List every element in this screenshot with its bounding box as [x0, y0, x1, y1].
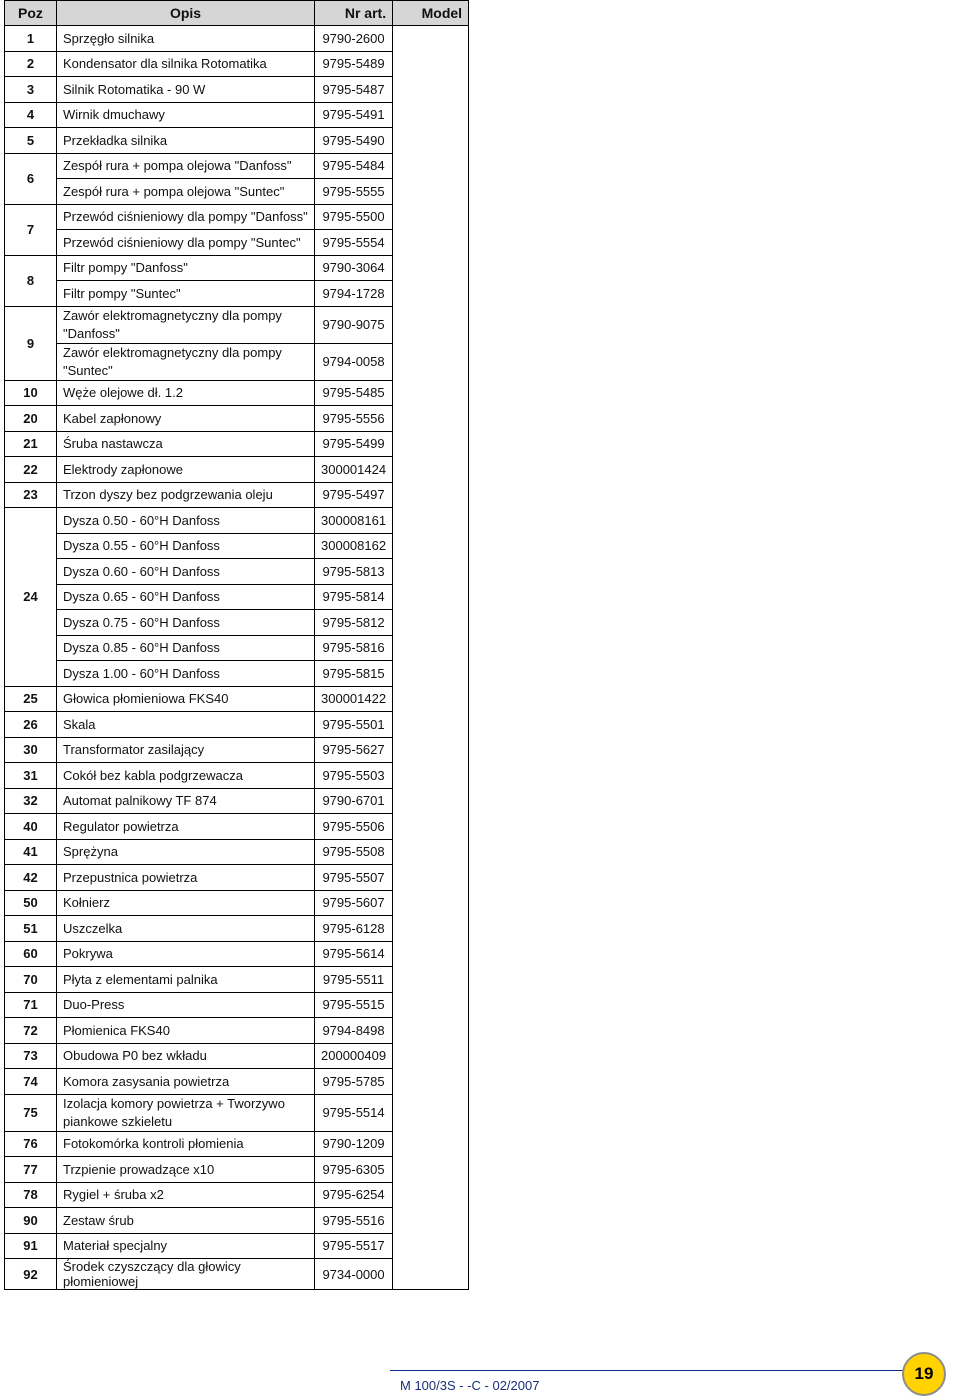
cell-opis: Izolacja komory powietrza + Tworzywo piankowe szkieletu: [57, 1094, 315, 1131]
cell-nr-art: 9794-8498: [315, 1018, 393, 1044]
cell-nr-art: 9795-5499: [315, 431, 393, 457]
cell-opis: Dysza 0.85 - 60°H Danfoss: [57, 635, 315, 661]
header-opis: Opis: [57, 1, 315, 26]
cell-opis: Skala: [57, 712, 315, 738]
cell-nr-art: 9790-6701: [315, 788, 393, 814]
cell-nr-art: 9795-5814: [315, 584, 393, 610]
cell-opis: Kondensator dla silnika Rotomatika: [57, 51, 315, 77]
cell-nr-art: 9795-6128: [315, 916, 393, 942]
cell-nr-art: 300008161: [315, 508, 393, 534]
cell-nr-art: 9794-0058: [315, 343, 393, 380]
cell-poz: 1: [5, 26, 57, 52]
cell-nr-art: 9795-5614: [315, 941, 393, 967]
cell-nr-art: 200000409: [315, 1043, 393, 1069]
cell-nr-art: 9795-5607: [315, 890, 393, 916]
cell-opis: Uszczelka: [57, 916, 315, 942]
cell-opis: Płomienica FKS40: [57, 1018, 315, 1044]
cell-poz: 23: [5, 482, 57, 508]
cell-poz: 41: [5, 839, 57, 865]
cell-nr-art: 9795-5554: [315, 230, 393, 256]
cell-opis: Przewód ciśnieniowy dla pompy "Suntec": [57, 230, 315, 256]
parts-table: [4, 0, 469, 1290]
cell-poz: 26: [5, 712, 57, 738]
cell-poz: 74: [5, 1069, 57, 1095]
cell-opis: Dysza 0.65 - 60°H Danfoss: [57, 584, 315, 610]
cell-nr-art: 9795-5487: [315, 77, 393, 103]
cell-nr-art: 9795-5506: [315, 814, 393, 840]
cell-nr-art: 9795-5489: [315, 51, 393, 77]
cell-poz: 78: [5, 1182, 57, 1208]
cell-opis: Wirnik dmuchawy: [57, 102, 315, 128]
cell-poz: 22: [5, 457, 57, 483]
header-model: Model: [393, 1, 469, 26]
cell-nr-art: 9795-5500: [315, 204, 393, 230]
cell-poz: 7: [5, 204, 57, 255]
cell-poz: 77: [5, 1157, 57, 1183]
cell-nr-art: 9734-0000: [315, 1259, 393, 1290]
cell-opis: Sprężyna: [57, 839, 315, 865]
cell-poz: 92: [5, 1259, 57, 1290]
document-reference: M 100/3S - -C - 02/2007: [400, 1378, 540, 1393]
cell-opis: Filtr pompy "Danfoss": [57, 255, 315, 281]
cell-nr-art: 9790-3064: [315, 255, 393, 281]
cell-opis: Dysza 0.75 - 60°H Danfoss: [57, 610, 315, 636]
cell-poz: 24: [5, 508, 57, 687]
cell-poz: 51: [5, 916, 57, 942]
cell-poz: 6: [5, 153, 57, 204]
cell-opis: Przepustnica powietrza: [57, 865, 315, 891]
cell-opis: Regulator powietrza: [57, 814, 315, 840]
cell-nr-art: 300008162: [315, 533, 393, 559]
cell-poz: 5: [5, 128, 57, 154]
cell-poz: 8: [5, 255, 57, 306]
cell-nr-art: 9795-5491: [315, 102, 393, 128]
cell-poz: 60: [5, 941, 57, 967]
cell-opis: Fotokomórka kontroli płomienia: [57, 1131, 315, 1157]
cell-opis: Węże olejowe dł. 1.2: [57, 380, 315, 406]
cell-poz: 31: [5, 763, 57, 789]
cell-poz: 75: [5, 1094, 57, 1131]
cell-opis: Zawór elektromagnetyczny dla pompy "Danfoss": [57, 306, 315, 343]
header-nr-art: Nr art.: [315, 1, 393, 26]
cell-opis: Przewód ciśnieniowy dla pompy "Danfoss": [57, 204, 315, 230]
header-poz: Poz: [5, 1, 57, 26]
cell-nr-art: 9795-5503: [315, 763, 393, 789]
cell-nr-art: 300001424: [315, 457, 393, 483]
cell-nr-art: 9795-5515: [315, 992, 393, 1018]
page-footer: [360, 1352, 960, 1400]
cell-nr-art: 9795-6254: [315, 1182, 393, 1208]
cell-nr-art: 9795-5490: [315, 128, 393, 154]
cell-opis: Zespół rura + pompa olejowa "Suntec": [57, 179, 315, 205]
cell-opis: Przekładka silnika: [57, 128, 315, 154]
cell-poz: 76: [5, 1131, 57, 1157]
cell-nr-art: 9795-5507: [315, 865, 393, 891]
cell-poz: 3: [5, 77, 57, 103]
cell-poz: 10: [5, 380, 57, 406]
cell-opis: Sprzęgło silnika: [57, 26, 315, 52]
cell-poz: 20: [5, 406, 57, 432]
cell-poz: 90: [5, 1208, 57, 1234]
cell-opis: Dysza 1.00 - 60°H Danfoss: [57, 661, 315, 687]
cell-opis: Pokrywa: [57, 941, 315, 967]
cell-opis: Elektrody zapłonowe: [57, 457, 315, 483]
cell-poz: 4: [5, 102, 57, 128]
cell-opis: Trzon dyszy bez podgrzewania oleju: [57, 482, 315, 508]
cell-opis: Duo-Press: [57, 992, 315, 1018]
cell-nr-art: 9795-5816: [315, 635, 393, 661]
cell-poz: 21: [5, 431, 57, 457]
cell-opis: Zespół rura + pompa olejowa "Danfoss": [57, 153, 315, 179]
cell-opis: Zawór elektromagnetyczny dla pompy "Suntec": [57, 343, 315, 380]
page-number-badge: 19: [902, 1352, 946, 1396]
cell-nr-art: 9795-5555: [315, 179, 393, 205]
cell-nr-art: 9795-6305: [315, 1157, 393, 1183]
table-row: [5, 26, 469, 52]
cell-opis: Materiał specjalny: [57, 1233, 315, 1259]
cell-opis: Dysza 0.55 - 60°H Danfoss: [57, 533, 315, 559]
cell-model: [393, 26, 469, 1290]
cell-opis: Dysza 0.50 - 60°H Danfoss: [57, 508, 315, 534]
cell-opis: Obudowa P0 bez wkładu: [57, 1043, 315, 1069]
cell-nr-art: 9795-5556: [315, 406, 393, 432]
cell-nr-art: 9794-1728: [315, 281, 393, 307]
cell-poz: 40: [5, 814, 57, 840]
cell-opis: Środek czyszczący dla głowicy płomieniowej: [57, 1259, 315, 1290]
cell-poz: 70: [5, 967, 57, 993]
cell-poz: 91: [5, 1233, 57, 1259]
cell-nr-art: 9795-5813: [315, 559, 393, 585]
cell-nr-art: 9795-5785: [315, 1069, 393, 1095]
cell-opis: Komora zasysania powietrza: [57, 1069, 315, 1095]
cell-nr-art: 9790-2600: [315, 26, 393, 52]
cell-nr-art: 9795-5508: [315, 839, 393, 865]
cell-nr-art: 9795-5497: [315, 482, 393, 508]
cell-poz: 30: [5, 737, 57, 763]
cell-opis: Cokół bez kabla podgrzewacza: [57, 763, 315, 789]
cell-nr-art: 9795-5815: [315, 661, 393, 687]
cell-opis: Dysza 0.60 - 60°H Danfoss: [57, 559, 315, 585]
cell-opis: Rygiel + śruba x2: [57, 1182, 315, 1208]
cell-nr-art: 9790-1209: [315, 1131, 393, 1157]
table-header-row: [5, 1, 469, 26]
cell-opis: Automat palnikowy TF 874: [57, 788, 315, 814]
cell-poz: 73: [5, 1043, 57, 1069]
cell-opis: Płyta z elementami palnika: [57, 967, 315, 993]
cell-poz: 32: [5, 788, 57, 814]
cell-nr-art: 9795-5517: [315, 1233, 393, 1259]
cell-nr-art: 9795-5511: [315, 967, 393, 993]
cell-opis: Kabel zapłonowy: [57, 406, 315, 432]
cell-nr-art: 9795-5484: [315, 153, 393, 179]
cell-opis: Trzpienie prowadzące x10: [57, 1157, 315, 1183]
cell-poz: 71: [5, 992, 57, 1018]
cell-opis: Transformator zasilający: [57, 737, 315, 763]
cell-nr-art: 9795-5501: [315, 712, 393, 738]
cell-opis: Kołnierz: [57, 890, 315, 916]
cell-nr-art: 300001422: [315, 686, 393, 712]
cell-opis: Głowica płomieniowa FKS40: [57, 686, 315, 712]
parts-table-body: [5, 26, 469, 1290]
cell-poz: 50: [5, 890, 57, 916]
cell-poz: 9: [5, 306, 57, 380]
cell-opis: Zestaw śrub: [57, 1208, 315, 1234]
cell-nr-art: 9795-5627: [315, 737, 393, 763]
cell-nr-art: 9795-5812: [315, 610, 393, 636]
cell-nr-art: 9795-5485: [315, 380, 393, 406]
cell-poz: 2: [5, 51, 57, 77]
footer-rule: [390, 1370, 930, 1371]
cell-poz: 42: [5, 865, 57, 891]
cell-poz: 25: [5, 686, 57, 712]
cell-opis: Filtr pompy "Suntec": [57, 281, 315, 307]
cell-poz: 72: [5, 1018, 57, 1044]
cell-opis: Śruba nastawcza: [57, 431, 315, 457]
cell-opis: Silnik Rotomatika - 90 W: [57, 77, 315, 103]
cell-nr-art: 9795-5514: [315, 1094, 393, 1131]
cell-nr-art: 9790-9075: [315, 306, 393, 343]
cell-nr-art: 9795-5516: [315, 1208, 393, 1234]
